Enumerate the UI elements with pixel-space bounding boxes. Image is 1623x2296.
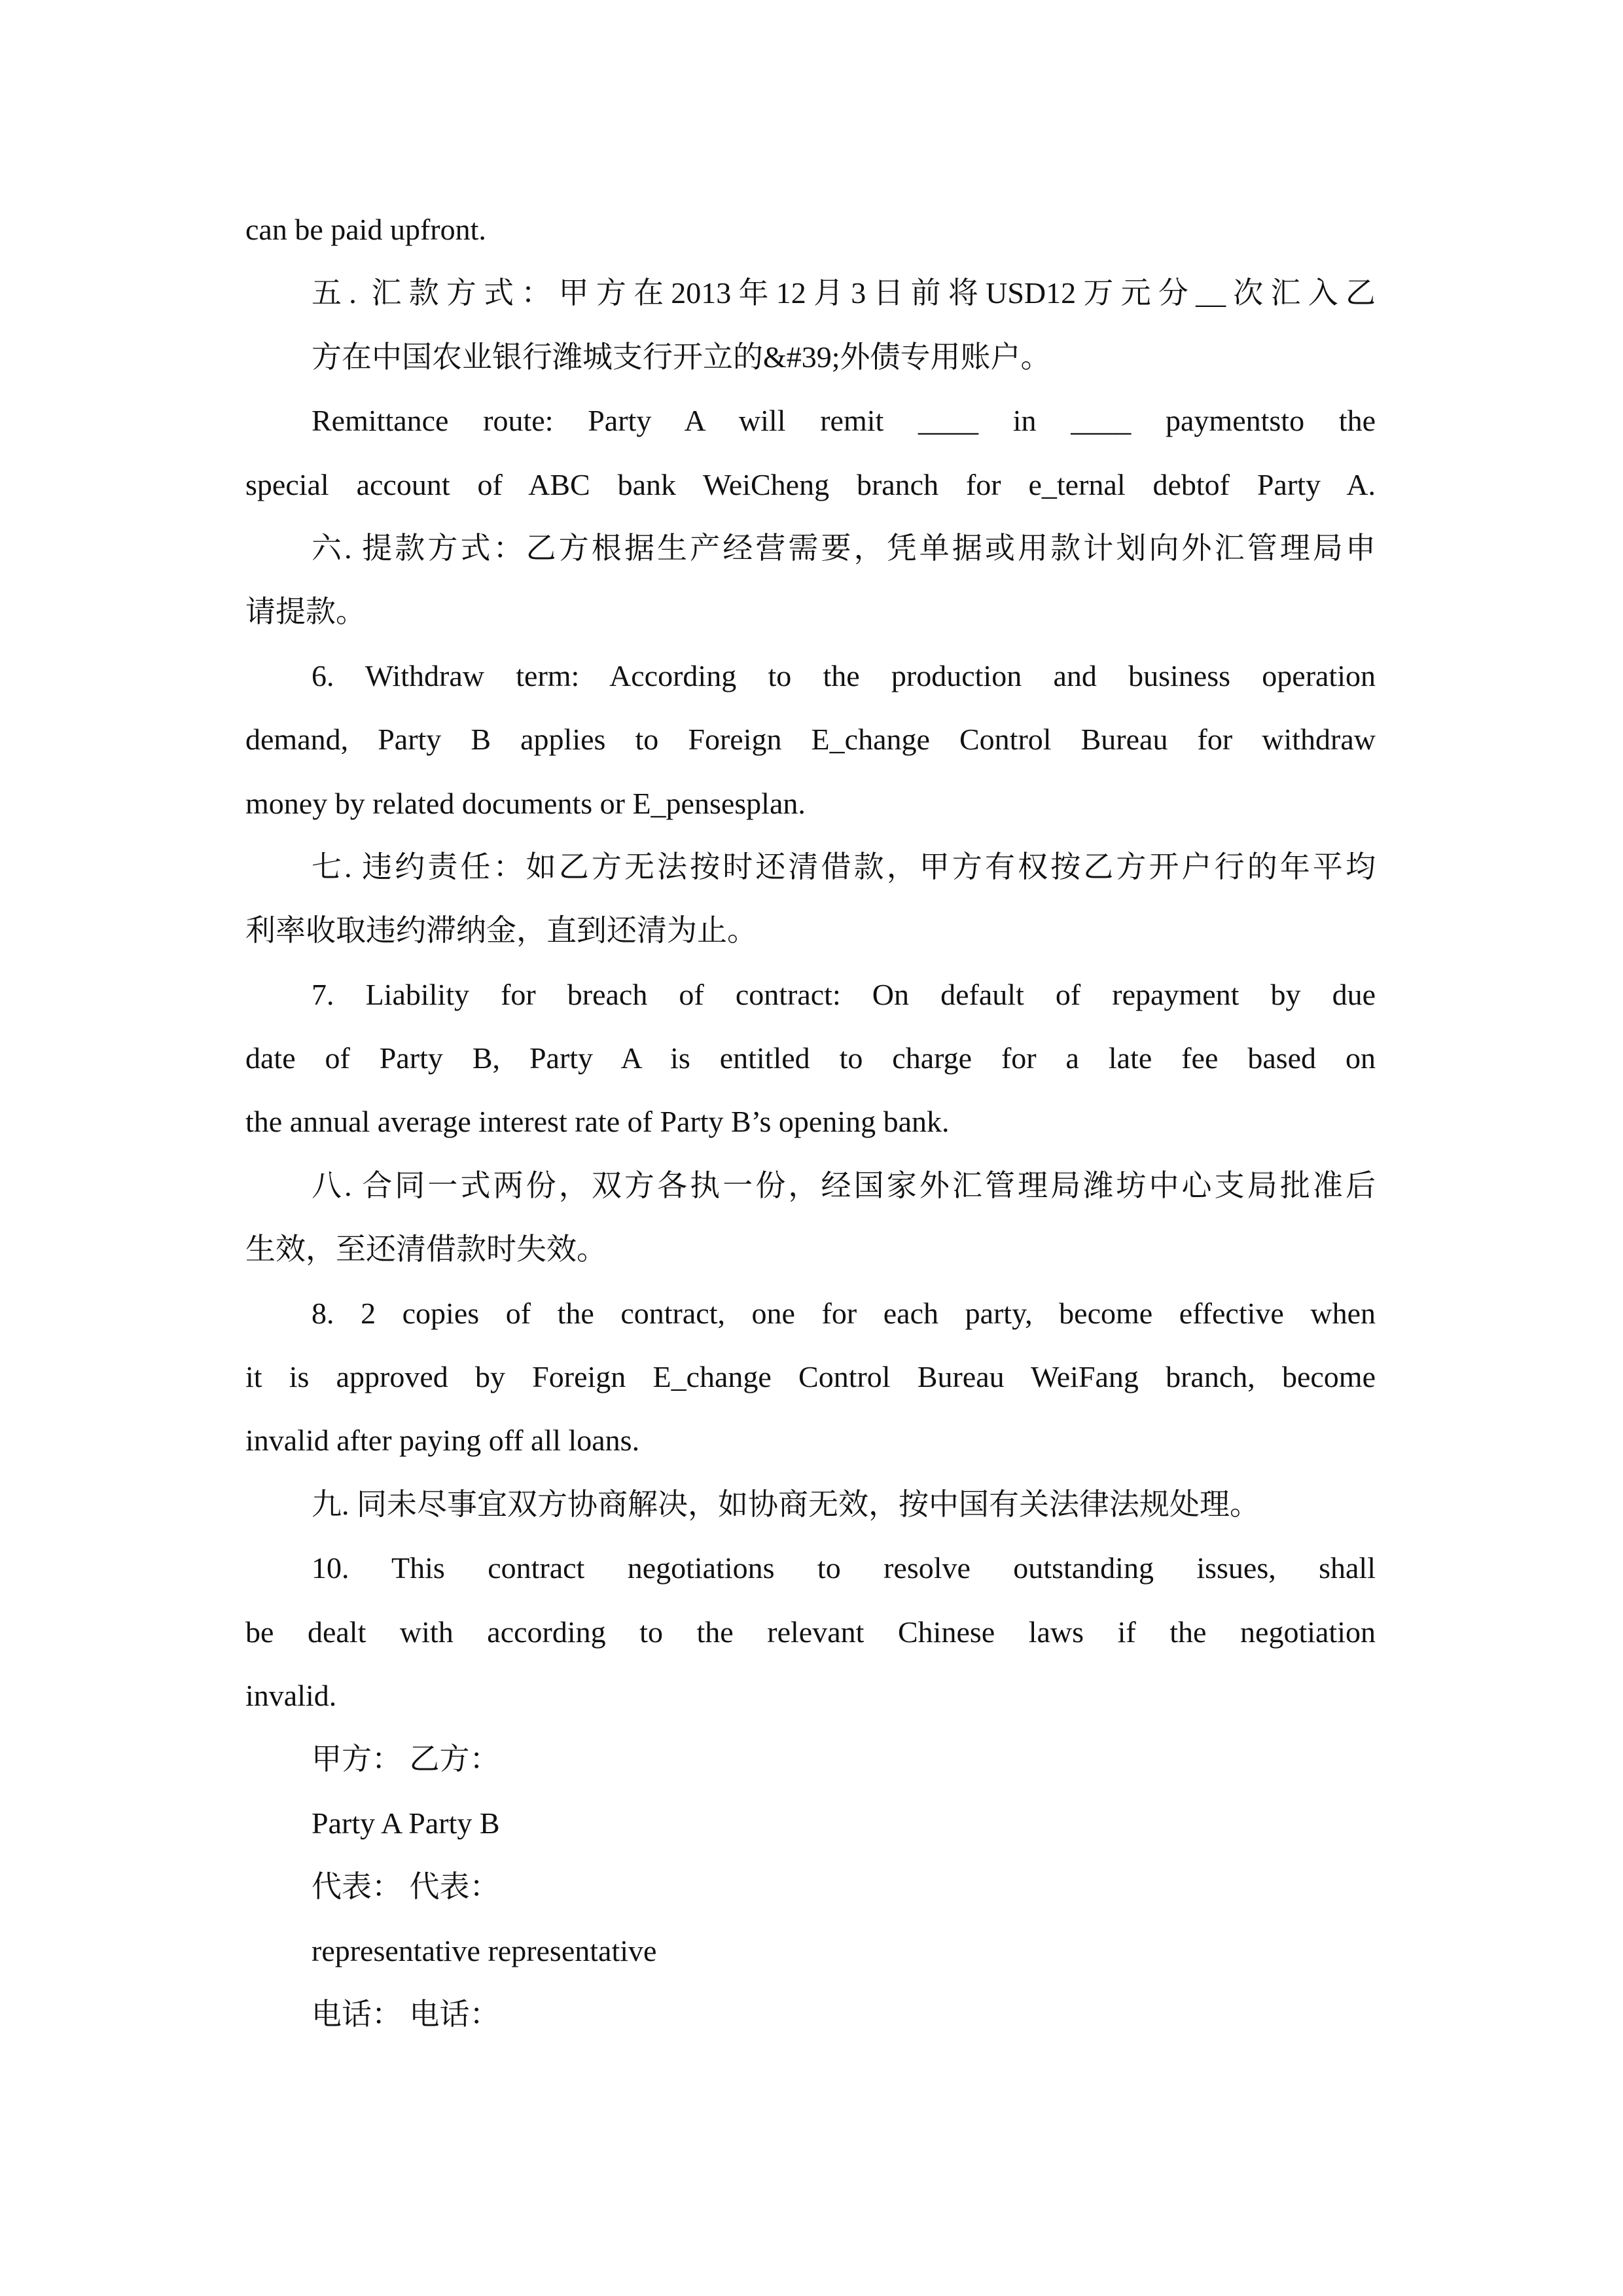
signature-parties-en: Party A Party B [312,1806,500,1840]
clause-9-heading: 九. 同未尽事宜双方协商解决，如协商无效，按中国有关法律法规处理。 [312,1487,1260,1521]
text-line: can be paid upfront. [245,213,486,246]
text-line: money by related documents or E_pensesplan. [245,786,806,820]
text-line: it is approved by Foreign E_change Control Bureau WeiFang branch, become [245,1360,1376,1394]
signature-phone-cn: 电话： 电话： [312,1997,500,2031]
text-line: 请提款。 [245,595,366,629]
text-line: 利率收取违约滞纳金，直到还清为止。 [245,914,757,948]
contract-body [245,198,1376,2046]
text-line: 8. 2 copies of the contract, one for each party, become effective when [312,1296,1376,1330]
text-line: 10. This contract negotiations to resolve outstanding issues, shall [312,1551,1376,1585]
signature-parties-cn: 甲方： 乙方： [312,1742,500,1776]
text-line: demand, Party B applies to Foreign E_change Control Bureau for withdraw [245,723,1376,757]
text-line: 6. Withdraw term: According to the production and business operation [312,658,1376,692]
signature-representative-cn: 代表： 代表： [312,1870,500,1904]
text-line: 方在中国农业银行潍城支行开立的&#39;外债专用账户。 [312,340,1051,374]
clause-7-heading: 七. 违约责任：如乙方无法按时还清借款，甲方有权按乙方开户行的年平均 [312,850,1376,884]
text-line: the annual average interest rate of Party B’s opening bank. [245,1105,950,1139]
text-line: be dealt with according to the relevant Chinese laws if the negotiation [245,1615,1376,1649]
text-line: 7. Liability for breach of contract: On default of repayment by due [312,977,1376,1011]
clause-8-heading: 八. 合同一式两份，双方各执一份，经国家外汇管理局潍坊中心支局批准后 [312,1168,1376,1202]
text-line: date of Party B, Party A is entitled to charge for a late fee based on [245,1041,1376,1075]
clause-6-heading: 六. 提款方式：乙方根据生产经营需要，凭单据或用款计划向外汇管理局申 [312,531,1376,565]
clause-5-heading: 五. 汇款方式：甲方在2013年12月3日前将USD12万元分__次汇入乙 [312,276,1376,310]
signature-representative-en: representative representative [312,1933,657,1967]
text-line: Remittance route: Party A will remit ____ in ____ paymentsto the [312,404,1376,438]
text-line: invalid. [245,1678,337,1712]
text-line: 生效，至还清借款时失效。 [245,1232,607,1266]
text-line: invalid after paying off all loans. [245,1424,640,1458]
text-line: special account of ABC bank WeiCheng branch for e_ternal debtof Party A. [245,467,1376,501]
